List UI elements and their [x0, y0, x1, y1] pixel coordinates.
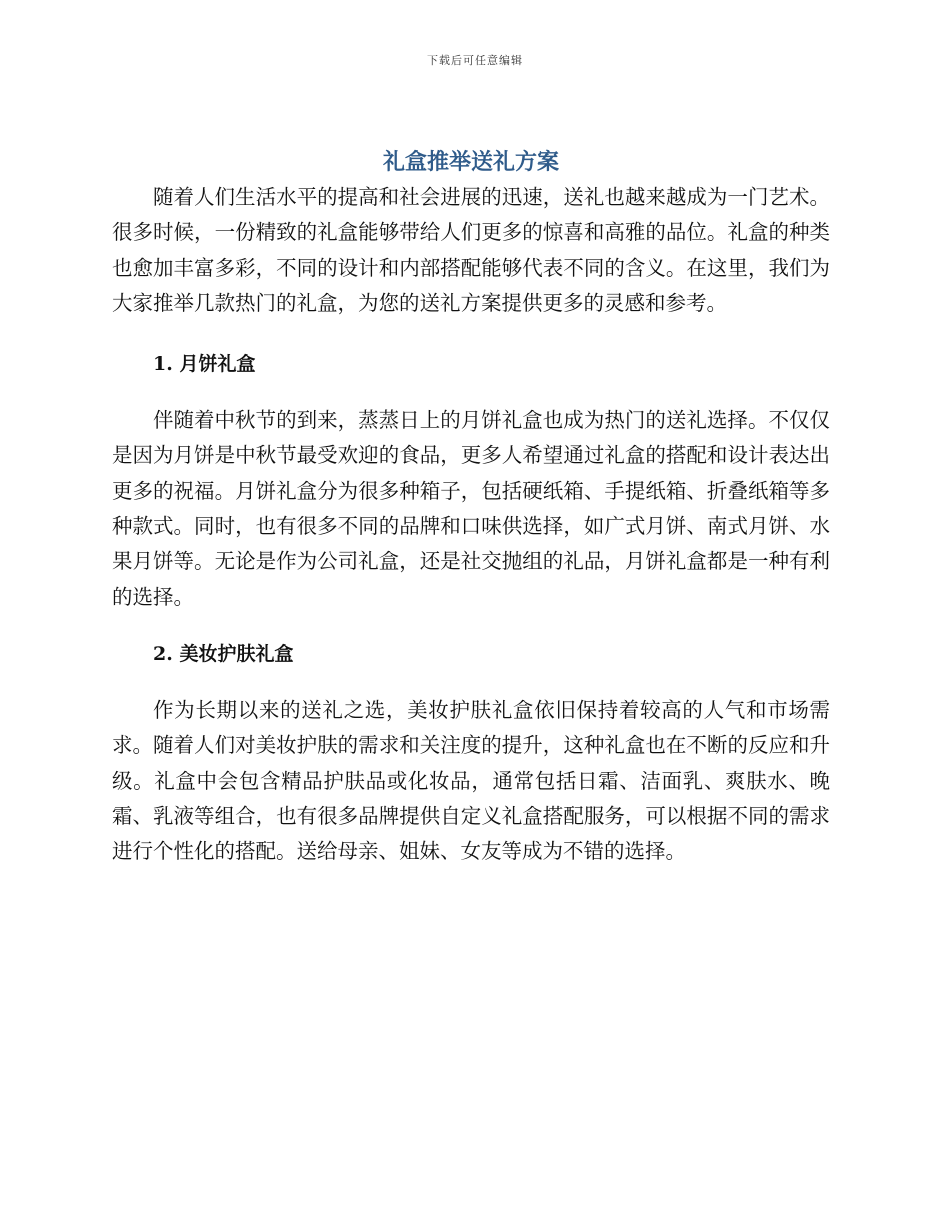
- header-note: 下载后可任意编辑: [427, 54, 523, 67]
- section-body-mooncake: 伴随着中秋节的到来，蒸蒸日上的月饼礼盒也成为热门的送礼选择。不仅仅是因为月饼是中秋节最受欢迎的食品，更多人希望通过礼盒的搭配和设计表达出更多的祝福。月饼礼盒分为很多种箱子，包括硬纸箱、手提纸箱、折叠纸箱等多种款式。同时，也有很多不同的品牌和口味供选择，如广式月饼、南式月饼、水果月饼等。无论是作为公司礼盒，还是社交抛组的礼品，月饼礼盒都是一种有利的选择。: [112, 408, 830, 609]
- document-body: [112, 146, 830, 869]
- document-title: 礼盒推举送礼方案: [382, 150, 559, 175]
- section-heading-mooncake: 1. 月饼礼盒: [153, 353, 256, 376]
- intro-paragraph: 随着人们生活水平的提高和社会进展的迅速，送礼也越来越成为一门艺术。很多时候，一份精致的礼盒能够带给人们更多的惊喜和高雅的品位。礼盒的种类也愈加丰富多彩，不同的设计和内部搭配能够代表不同的含义。在这里，我们为大家推举几款热门的礼盒，为您的送礼方案提供更多的灵感和参考。: [112, 185, 830, 315]
- section-body-beauty: 作为长期以来的送礼之选，美妆护肤礼盒依旧保持着较高的人气和市场需求。随着人们对美妆护肤的需求和关注度的提升，这种礼盒也在不断的反应和升级。礼盒中会包含精品护肤品或化妆品，通常包括日霜、洁面乳、爽肤水、晚霜、乳液等组合，也有很多品牌提供自定义礼盒搭配服务，可以根据不同的需求进行个性化的搭配。送给母亲、姐妹、女友等成为不错的选择。: [112, 697, 830, 864]
- section-heading-beauty: 2. 美妆护肤礼盒: [153, 642, 294, 665]
